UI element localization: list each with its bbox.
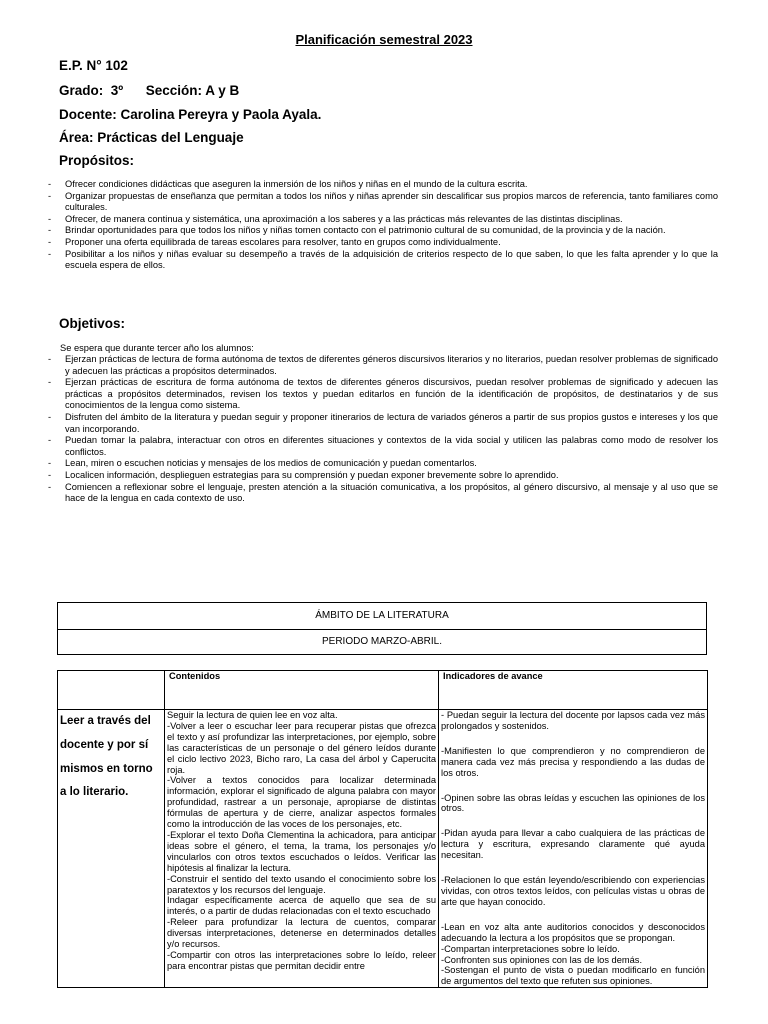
contenido-item: -Volver a textos conocidos para localizar determinada información, explorar el significado de alguna palabra con mayor profundidad, rastrear a un personaje, apropiarse de distintas fórmulas de apertura y de cierre, analizar aspectos formales como la introducción de las voces de los personajes, etc. bbox=[167, 775, 436, 830]
header-indicadores: Indicadores de avance bbox=[439, 671, 708, 710]
contenido-item: -Explorar el texto Doña Clementina la achicadora, para anticipar ideas sobre el género, el tema, la trama, los personajes y/o vincularlos con otros textos escuchados o leídos. Verificar las hipótesis al finalizar la lectura. bbox=[167, 829, 436, 873]
indicador-item: -Sostengan el punto de vista o puedan modificarlo en función de argumentos del texto que refuten sus opiniones. bbox=[441, 965, 705, 987]
ambito-title: ÁMBITO DE LA LITERATURA bbox=[315, 610, 449, 621]
objective-item: - Disfruten del ámbito de la literatura y puedan seguir y proponer itinerarios de lectura de variados géneros a partir de sus propios gustos e intereses y los que van incorporando. bbox=[46, 412, 718, 435]
indicador-item: -Relacionen lo que están leyendo/escribiendo con experiencias vividas, con otros textos leídos, con películas vistas u obras de arte que hayan conocido. bbox=[441, 875, 705, 907]
objective-item: - Ejerzan prácticas de lectura de forma autónoma de textos de diferentes géneros discursivos literarios y no literarios, puedan resolver problemas de significado y adecuen las prácticas a propósitos determinados. bbox=[46, 354, 718, 377]
grade-section: Grado: 3º Sección: A y B bbox=[59, 83, 240, 98]
objective-item: - Localicen información, desplieguen estrategias para su comprensión y puedan exponer brevemente sobre lo aprendido. bbox=[46, 470, 718, 482]
document-title: Planificación semestral 2023 bbox=[295, 32, 473, 47]
objective-item: - Ejerzan prácticas de escritura de forma autónoma de textos de diferentes géneros discursivos, puedan resolver problemas de significado y adecuen las prácticas a propósitos determinados, revisen los textos y puedan editarlos en función de la identificación de propósitos, de destinatarios y de sus conocimientos de la lengua como sistema. bbox=[46, 377, 718, 412]
indicador-item: -Opinen sobre las obras leídas y escuchen las opiniones de los otros. bbox=[441, 792, 705, 814]
indicador-item: -Pidan ayuda para llevar a cabo cualquiera de las prácticas de lectura y escritura, expresando claramente qué ayuda necesitan. bbox=[441, 828, 705, 861]
purposes-list bbox=[46, 179, 718, 272]
purpose-item: - Ofrecer condiciones didácticas que aseguren la inmersión de los niños y niñas en el mundo de la cultura escrita. bbox=[46, 179, 718, 191]
objective-item: - Puedan tomar la palabra, interactuar con otros en diferentes situaciones y contextos de la vida social y utilicen las palabras como modo de resolver los conflictos. bbox=[46, 435, 718, 458]
periodo-label: PERIODO MARZO-ABRIL. bbox=[321, 636, 442, 647]
content-table bbox=[57, 670, 708, 988]
objective-item: - Lean, miren o escuchen noticias y mensajes de los medios de comunicación y puedan comentarlos. bbox=[46, 458, 718, 470]
contenido-item: -Releer para profundizar la lectura de cuentos, comparar diversas interpretaciones, detenerse en determinados detalles y/o recursos. bbox=[167, 917, 436, 950]
subject-area: Área: Prácticas del Lenguaje bbox=[59, 130, 244, 145]
purpose-item: - Brindar oportunidades para que todos los niños y niñas tomen contacto con el patrimonio cultural de su comunidad, de la provincia y de la nación. bbox=[46, 225, 718, 237]
periodo-box bbox=[57, 629, 707, 655]
table-header-row bbox=[58, 671, 708, 710]
header-empty-cell bbox=[58, 671, 165, 710]
indicador-item: -Lean en voz alta ante auditorios conocidos y desconocidos adecuando la lectura a los propósitos que se propongan. bbox=[441, 921, 705, 943]
objectives-list bbox=[46, 354, 718, 505]
contenido-item: -Volver a leer o escuchar leer para recuperar pistas que ofrezca el texto y así profundizar las interpretaciones, por ejemplo, sobre las características de un personaje o del género leídos durante el ciclo lectivo 2023, Bicho raro, La casa del árbol y Caperucita roja. bbox=[167, 720, 436, 775]
contenido-item: Indagar específicamente acerca de aquello que sea de su interés, o a partir de dudas relacionadas con el texto escuchado bbox=[167, 895, 436, 917]
contenido-item: Seguir la lectura de quien lee en voz alta. bbox=[167, 710, 338, 720]
school-name: E.P. N° 102 bbox=[59, 58, 128, 73]
objectives-intro: Se espera que durante tercer año los alumnos: bbox=[60, 343, 254, 353]
objectives-heading: Objetivos: bbox=[59, 316, 126, 331]
row-label: Leer a través del docente y por sí mismos en torno a lo literario. bbox=[58, 710, 165, 988]
indicadores-cell bbox=[439, 710, 708, 988]
contenido-item: -Construir el sentido del texto usando el conocimiento sobre los paratextos y los recursos del lenguaje. bbox=[167, 873, 436, 895]
purpose-item: - Proponer una oferta equilibrada de tareas escolares para resolver, tanto en grupos como individualmente. bbox=[46, 237, 718, 249]
table-row bbox=[58, 710, 708, 988]
contenidos-cell bbox=[165, 710, 439, 988]
purpose-item: - Ofrecer, de manera continua y sistemática, una aproximación a los saberes y a las prácticas más relevantes de las distintas disciplinas. bbox=[46, 214, 718, 226]
header-contenidos: Contenidos bbox=[165, 671, 439, 710]
purposes-heading: Propósitos: bbox=[59, 153, 135, 168]
contenido-item: -Compartir con otros las interpretaciones sobre lo leído, releer para encontrar pistas que permitan decidir entre bbox=[167, 949, 436, 971]
indicador-item: -Compartan interpretaciones sobre lo leído. bbox=[441, 943, 620, 954]
purpose-item: - Posibilitar a los niños y niñas evaluar su desempeño a través de la adquisición de criterios respecto de lo que saben, lo que les falta aprender y lo que la escuela espera de ellos. bbox=[46, 249, 718, 272]
purpose-item: - Organizar propuestas de enseñanza que permitan a todos los niños y niñas aprender sin descalificar sus propios marcos de referencia, tanto familiares como culturales. bbox=[46, 191, 718, 214]
indicador-item: -Confronten sus opiniones con las de los demás. bbox=[441, 954, 643, 965]
indicador-item: - Puedan seguir la lectura del docente por lapsos cada vez más prolongados y sostenidos. bbox=[441, 710, 705, 731]
indicador-item: -Manifiesten lo que comprendieron y no comprendieron de manera cada vez más precisa y respondiendo a las dudas de los otros. bbox=[441, 745, 705, 778]
ambito-title-box bbox=[57, 602, 707, 630]
objective-item: - Comiencen a reflexionar sobre el lenguaje, presten atención a la situación comunicativa, a los propósitos, al género discursivo, al mensaje y al uso que se hace de la lengua en cada contexto de uso. bbox=[46, 482, 718, 505]
teachers: Docente: Carolina Pereyra y Paola Ayala. bbox=[59, 107, 322, 122]
